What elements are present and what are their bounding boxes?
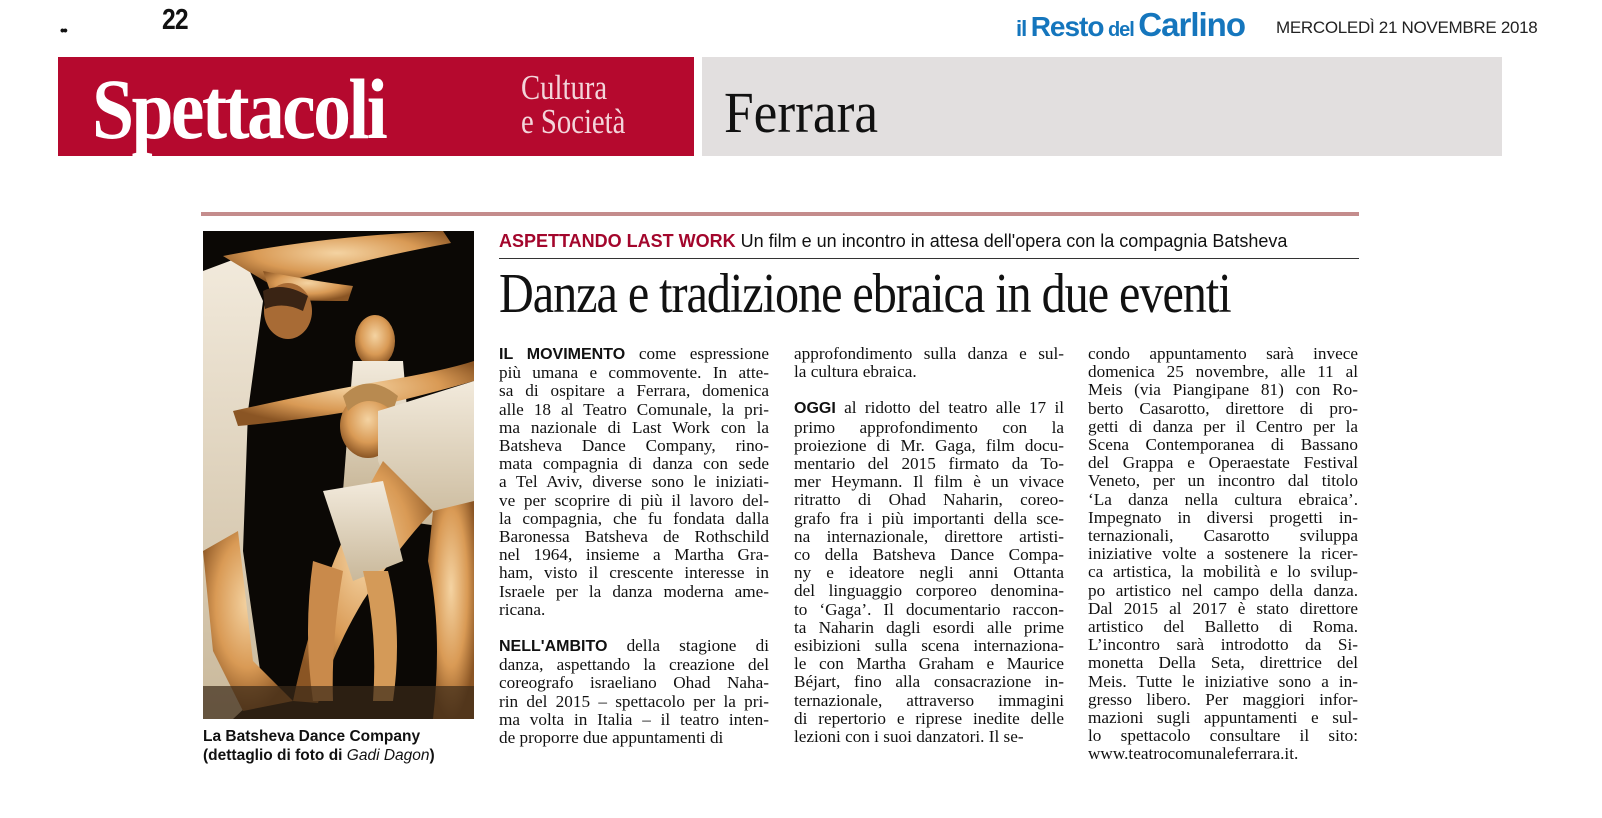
line-text: della stagione di [607,636,769,656]
line-text: co della Batsheva Dance Compa- [794,545,1064,565]
line-text: del Grappa e Operaestate Festival [1088,453,1358,473]
kicker-label: ASPETTANDO LAST WORK [499,231,736,251]
text-line [794,363,1064,381]
line-text: ternazionali, Casarotto sviluppa [1088,526,1358,546]
kicker-text: Un film e un incontro in attesa dell'opera con la compagnia Batsheva [735,231,1288,251]
article-kicker [499,231,1359,259]
line-text: mata compagnia di danza con sede [499,454,769,474]
line-text: le con Martha Graham e Maurice [794,654,1064,674]
line-text: na internazionale, direttore artisti- [794,526,1064,546]
line-text: lo spettacolo consultare il sito: [1088,726,1358,746]
text-line [499,583,769,601]
line-text: getti di danza per il Centro per la [1088,416,1358,436]
line-text: ritratto di Ohad Naharin, coreo- [794,490,1064,510]
line-text: mer Heymann. Il film è un vivace [794,472,1064,492]
line-text: mazioni sugli appuntamenti e sul- [1088,708,1358,728]
text-line [1088,563,1358,581]
text-line [1088,418,1358,436]
line-text: artistico del Balletto di Roma. [1088,617,1358,637]
line-text: ta Naharin dagli esordi alle prime [794,617,1064,637]
line-text: la compagnia, che fu fondata dalla [499,508,769,528]
line-text: ny e ideatore negli anni Ottanta [794,563,1064,583]
line-text: alle 18 al Teatro Comunale, la pri- [499,399,769,419]
line-text: Israele per la danza moderna ame- [499,581,769,601]
text-line [499,473,769,491]
text-line [1088,381,1358,399]
line-text: po artistico nel campo della danza. [1088,580,1358,600]
text-line [1088,618,1358,636]
line-text: gresso libero. Per maggiori infor- [1088,689,1358,709]
article-column-2 [794,345,1064,746]
text-line [499,492,769,510]
text-line [499,437,769,455]
section-title: Spettacoli [92,61,386,157]
line-text: condo appuntamento sarà invece [1088,344,1358,363]
page-number: 22 [162,4,188,36]
line-text: ‘La danza nella cultura ebraica’. [1088,489,1358,509]
line-text: L’incontro sarà introdotto da Si- [1088,635,1358,655]
text-line [794,710,1064,728]
text-line [794,491,1064,509]
text-line [794,655,1064,673]
section-banner [58,57,694,156]
text-line [499,345,769,364]
article-headline: Danza e tradizione ebraica in due eventi [499,263,1231,325]
line-text: nel 1964, insieme a Martha Gra- [499,545,769,565]
article-column-1 [499,345,769,747]
line-text: al ridotto del teatro alle 17 il [835,398,1064,418]
text-line [1088,527,1358,545]
line-text: esibizioni sulla scena internaziona- [794,636,1064,656]
line-text: ma nazionale di Last Work con la [499,417,769,437]
article-top-rule [201,212,1359,216]
text-line [1088,436,1358,454]
line-text: Meis. Tutte le iniziative sono a in- [1088,671,1358,691]
text-line [794,564,1064,582]
text-line [1088,491,1358,509]
text-line [499,729,769,747]
caption-line1: La Batsheva Dance Company [203,728,421,745]
text-line [794,619,1064,637]
text-line [1088,582,1358,600]
newspaper-logo [1016,6,1245,44]
caption-line2 [203,746,435,765]
line-text: la cultura ebraica. [794,362,917,382]
line-text: berto Casarotto, direttore di pro- [1088,398,1358,418]
dancers-photo-icon [203,231,474,719]
issue-date: MERCOLEDÌ 21 NOVEMBRE 2018 [1276,18,1538,37]
text-line [1088,673,1358,691]
line-text: Meis (via Piangipane 81) con Ro- [1088,380,1358,400]
line-text: de proporre due appuntamenti di [499,728,724,748]
text-line [794,601,1064,619]
line-text: monetta Della Seta, direttrice del [1088,653,1358,673]
line-text: ricana. [499,599,546,619]
caption-credit-prefix: (dettaglio di foto di [203,747,347,764]
text-line [499,564,769,582]
line-text: ma volta in Italia – il teatro inten- [499,709,769,729]
line-text: Scena Contemporanea di Bassano [1088,435,1358,455]
text-line [794,455,1064,473]
line-text: del linguaggio corporeo denomina- [794,581,1064,601]
article-photo [203,231,474,719]
text-line [1088,654,1358,672]
text-line [499,382,769,400]
text-line [499,455,769,473]
line-text: Batsheva Dance Company, rino- [499,436,769,456]
text-line [499,656,769,674]
text-line [499,674,769,692]
logo-carlino: Carlino [1138,6,1245,43]
text-line [499,419,769,437]
logo-del: del [1107,19,1134,41]
text-line [1088,345,1358,363]
line-text: rin del 2015 – spettacolo per la pri- [499,691,769,711]
photo-caption [203,727,435,765]
paragraph-lead: IL MOVIMENTO [499,346,626,363]
text-line [499,528,769,546]
text-line [1088,600,1358,618]
text-line [499,546,769,564]
line-text: coreografo israeliano Ohad Naha- [499,673,769,693]
text-line [1088,454,1358,472]
text-line [794,692,1064,710]
photographer-name: Gadi Dagon [346,747,430,764]
line-text: Impegnato in diversi progetti in- [1088,507,1358,527]
text-line [794,546,1064,564]
text-line [499,364,769,382]
text-line [499,401,769,419]
line-text: Béjart, fino alla consacrazione in- [794,672,1064,692]
line-text: ca artistica, la mobilità e lo svilup- [1088,562,1358,582]
caption-credit-suffix: ) [429,747,435,764]
logo-il: il [1016,16,1027,41]
page-marker-dots: •• [60,22,66,38]
section-subtitle [521,68,626,141]
paragraph-lead: NELL'AMBITO [499,638,608,656]
text-line [1088,745,1358,763]
text-line [1088,709,1358,727]
text-line [794,510,1064,528]
paragraph-gap [794,381,1064,399]
text-line [794,473,1064,491]
city-banner [702,57,1502,156]
text-line [794,528,1064,546]
line-text: sa di ospitare a Ferrara, domenica [499,381,769,401]
text-line [1088,400,1358,418]
text-line [1088,363,1358,381]
paragraph-lead: OGGI [794,400,836,418]
line-text: primo approfondimento con la [794,417,1064,437]
line-text: danza, aspettando la creazione del [499,655,769,675]
text-line [794,637,1064,655]
line-text: lezioni con i suoi danzatori. Il se- [794,727,1024,747]
line-text: Dal 2015 al 2017 è stato direttore [1088,598,1358,618]
text-line [499,601,769,619]
line-text: domenica 25 novembre, alle 11 al [1088,362,1358,382]
text-line [794,345,1064,363]
article-column-3 [1088,345,1358,764]
text-line [794,582,1064,600]
line-text: di repertorio e riprese inedite delle [794,708,1064,728]
line-text: come espressione [625,344,770,363]
text-line [1088,509,1358,527]
line-text: ham, visto il crescente interesse in [499,563,769,583]
city-name: Ferrara [724,80,879,145]
line-text: ve per scoprire di più il lavoro del- [499,490,769,510]
logo-resto: Resto [1030,11,1104,42]
text-line [794,673,1064,691]
line-text: più umana e commovente. In atte- [499,363,769,383]
line-text: to ‘Gaga’. Il documentario raccon- [794,599,1064,619]
text-line [499,510,769,528]
section-subtitle-line1: Cultura [521,68,608,107]
line-text: a Tel Aviv, diverse sono le iniziati- [499,472,769,492]
text-line [499,637,769,656]
text-line [499,711,769,729]
line-text: iniziative volte a sostenere la ricer- [1088,544,1358,564]
text-line [794,728,1064,746]
text-line [499,693,769,711]
line-text: Baronessa Batsheva de Rothschild [499,527,769,547]
text-line [794,399,1064,418]
text-line [1088,691,1358,709]
text-line [1088,727,1358,745]
line-text: proiezione di Mr. Gaga, film docu- [794,435,1064,455]
paragraph-gap [499,619,769,637]
text-line [1088,545,1358,563]
text-line [1088,472,1358,490]
line-text: grafo fra i più importanti della sce- [794,508,1064,528]
text-line [794,419,1064,437]
text-line [1088,636,1358,654]
line-text: Veneto, per un incontro dal titolo [1088,471,1358,491]
section-subtitle-line2: e Società [521,102,626,141]
text-line [794,437,1064,455]
line-text: approfondimento sulla danza e sul- [794,344,1064,363]
line-text: www.teatrocomunaleferrara.it. [1088,744,1299,764]
line-text: ternazionale, attraverso immagini [794,690,1064,710]
line-text: mentario del 2015 firmato da To- [794,454,1064,474]
